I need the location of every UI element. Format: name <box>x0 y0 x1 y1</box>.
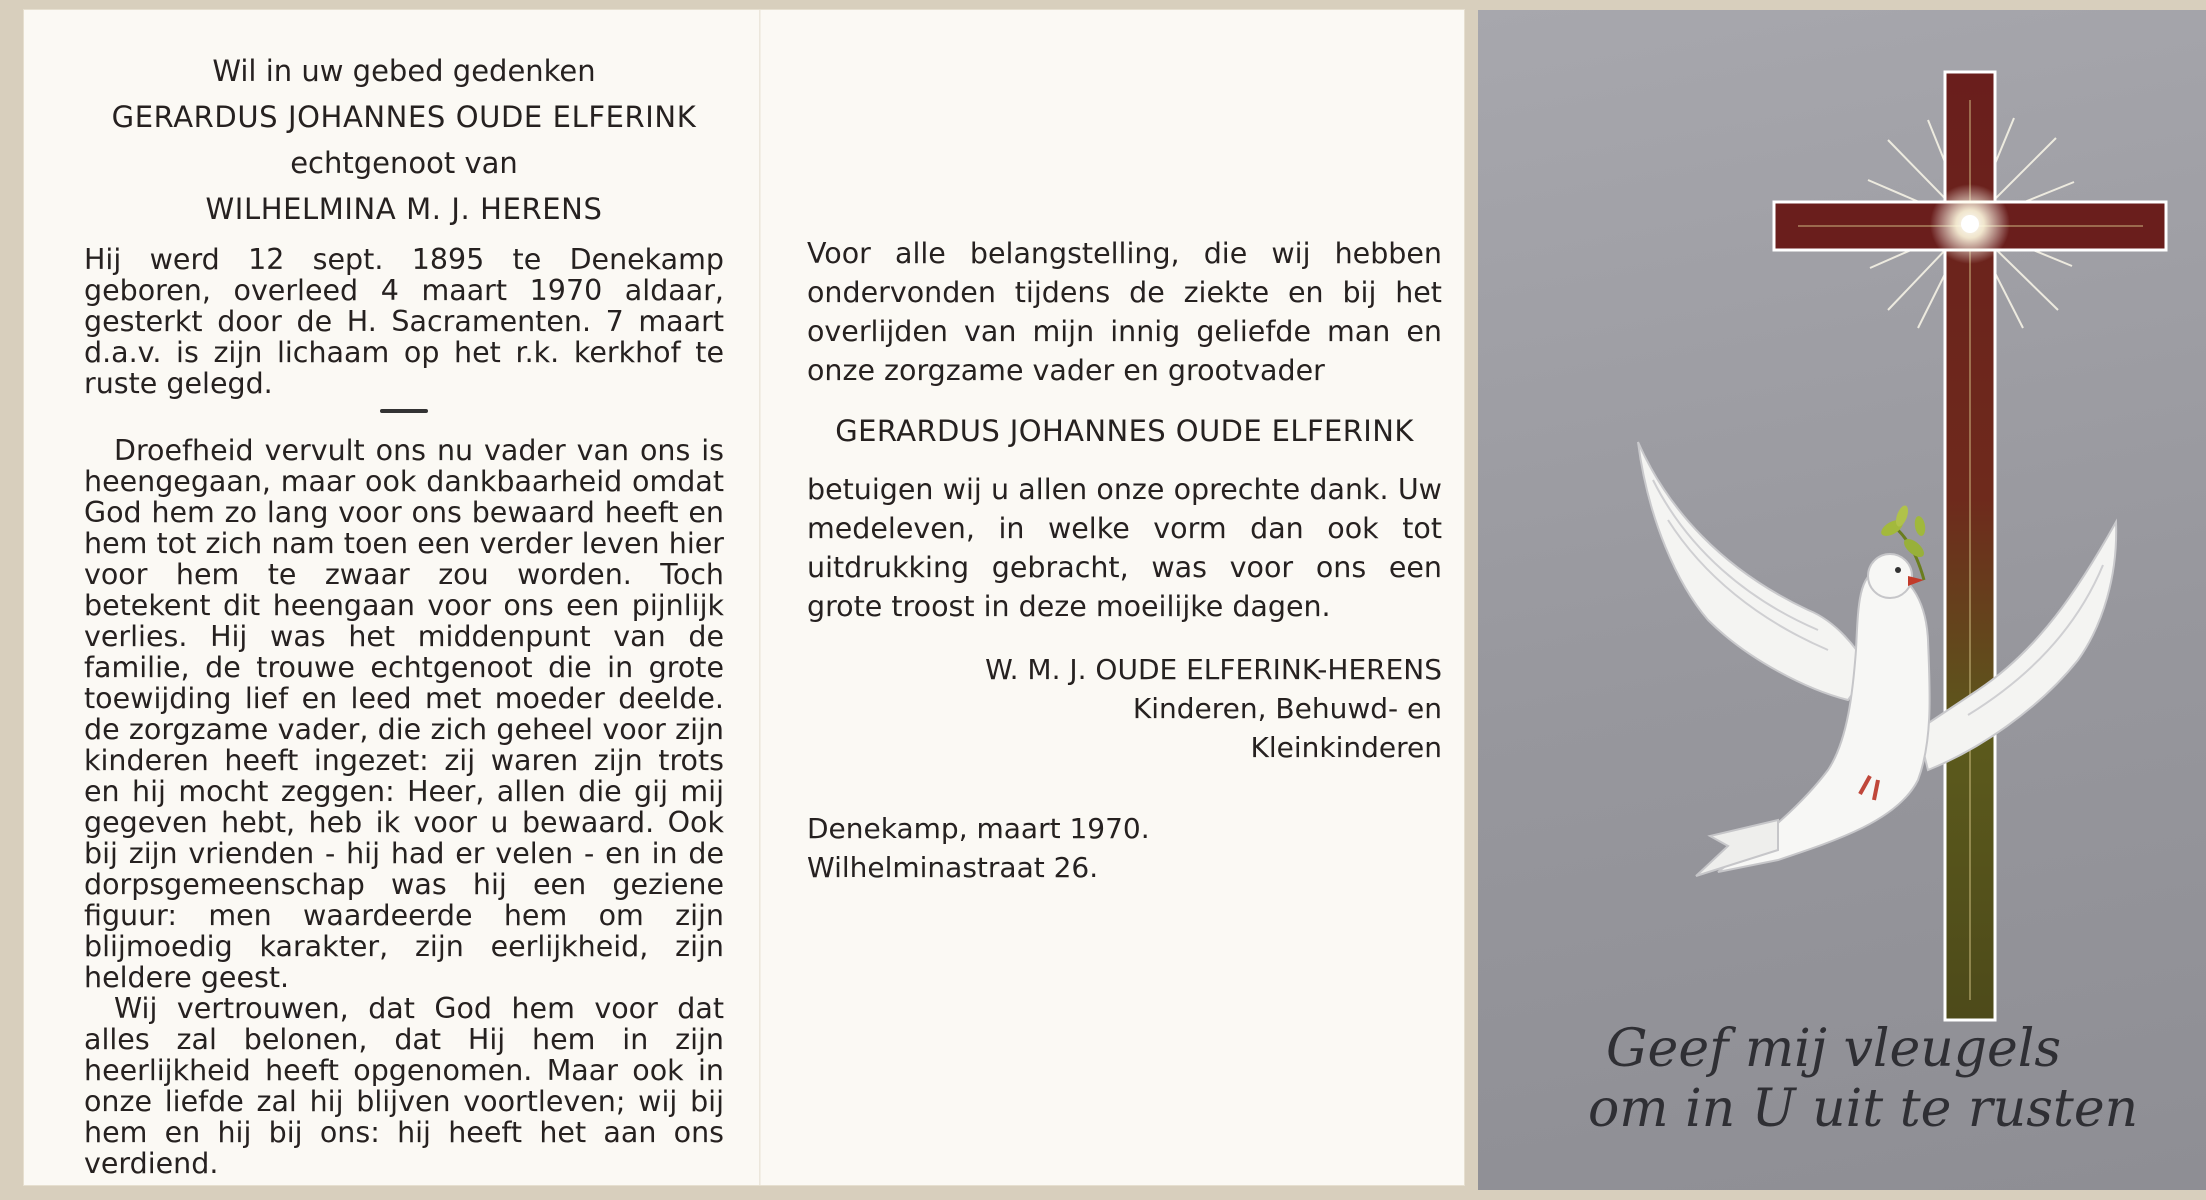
thanks-intro-text: Voor alle belangstelling, die wij hebben ondervonden tijdens de ziekte en bij het overlijden van mijn innig geliefde man en onze zorgzame vader en grootvader <box>807 237 1442 387</box>
signature-block <box>807 650 1442 767</box>
motto-line-1: Geef mij vleugels <box>1606 1019 2062 1079</box>
spouse-name: WILHELMINA M. J. HERENS <box>205 192 603 226</box>
memorial-card-inside <box>24 10 1464 1185</box>
left-panel <box>84 48 724 1179</box>
address: Wilhelminastraat 26. <box>807 851 1099 884</box>
memorial-card-front <box>1478 10 2206 1190</box>
cross-with-dove-illustration <box>1478 10 2206 1190</box>
closing-text: Wij vertrouwen, dat God hem voor dat alles zal belonen, dat Hij hem in zijn heerlijkheid heeft opgenomen. Maar ook in onze liefde zal hij blijven voortleven; wij bij hem en hij bij ons: hij heeft het aan ons verdiend. <box>84 992 724 1180</box>
place-date-block <box>807 809 1442 887</box>
dove-icon <box>1638 442 2116 876</box>
family-line-2: Kleinkinderen <box>1250 731 1442 764</box>
thanks-name: GERARDUS JOHANNES OUDE ELFERINK <box>835 414 1414 448</box>
deceased-name: GERARDUS JOHANNES OUDE ELFERINK <box>111 100 697 134</box>
thanks-body-text: betuigen wij u allen onze oprechte dank. Uw medeleven, in welke vorm dan ook tot uitdrukking gebracht, was voor ons een grote troost in deze moeilijke dagen. <box>807 473 1442 623</box>
place-date: Denekamp, maart 1970. <box>807 812 1150 845</box>
signed-by: W. M. J. OUDE ELFERINK-HERENS <box>985 653 1442 686</box>
separator-dash <box>380 409 428 413</box>
middle-panel <box>807 234 1442 887</box>
motto-line-2: om in U uit te rusten <box>1588 1079 2139 1139</box>
family-line-1: Kinderen, Behuwd- en <box>1132 692 1442 725</box>
biography-text: Hij werd 12 sept. 1895 te Denekamp geboren, overleed 4 maart 1970 aldaar, gesterkt door de H. Sacramenten. 7 maart d.a.v. is zijn lichaam op het r.k. kerkhof te ruste gelegd. <box>84 243 724 400</box>
tribute-text: Droefheid vervult ons nu vader van ons is heengegaan, maar ook dankbaarheid omdat God hem zo lang voor ons bewaard heeft en hem tot zich nam toen een verder leven hier voor hem te zwaar zou worden. Toch betekent dit heengaan voor ons een pijnlijk verlies. Hij was het middenpunt van de familie, de trouwe echtgenoot die in grote toewijding lief en leed met moeder deelde. de zorgzame vader, die zich geheel voor zijn kinderen heeft ingezet: zij waren zijn trots en hij mocht zeggen: Heer, allen die gij mij gegeven hebt, heb ik voor u bewaard. Ook bij zijn vrienden - hij had er velen - en in de dorpsgemeenschap was hij een geziene figuur: men waardeerde hem om zijn blijmoedig karakter, zijn eerlijkheid, zijn heldere geest. <box>84 434 724 994</box>
fold-line <box>759 10 761 1185</box>
intro-line: Wil in uw gebed gedenken <box>212 54 596 88</box>
relation-line: echtgenoot van <box>290 146 518 180</box>
